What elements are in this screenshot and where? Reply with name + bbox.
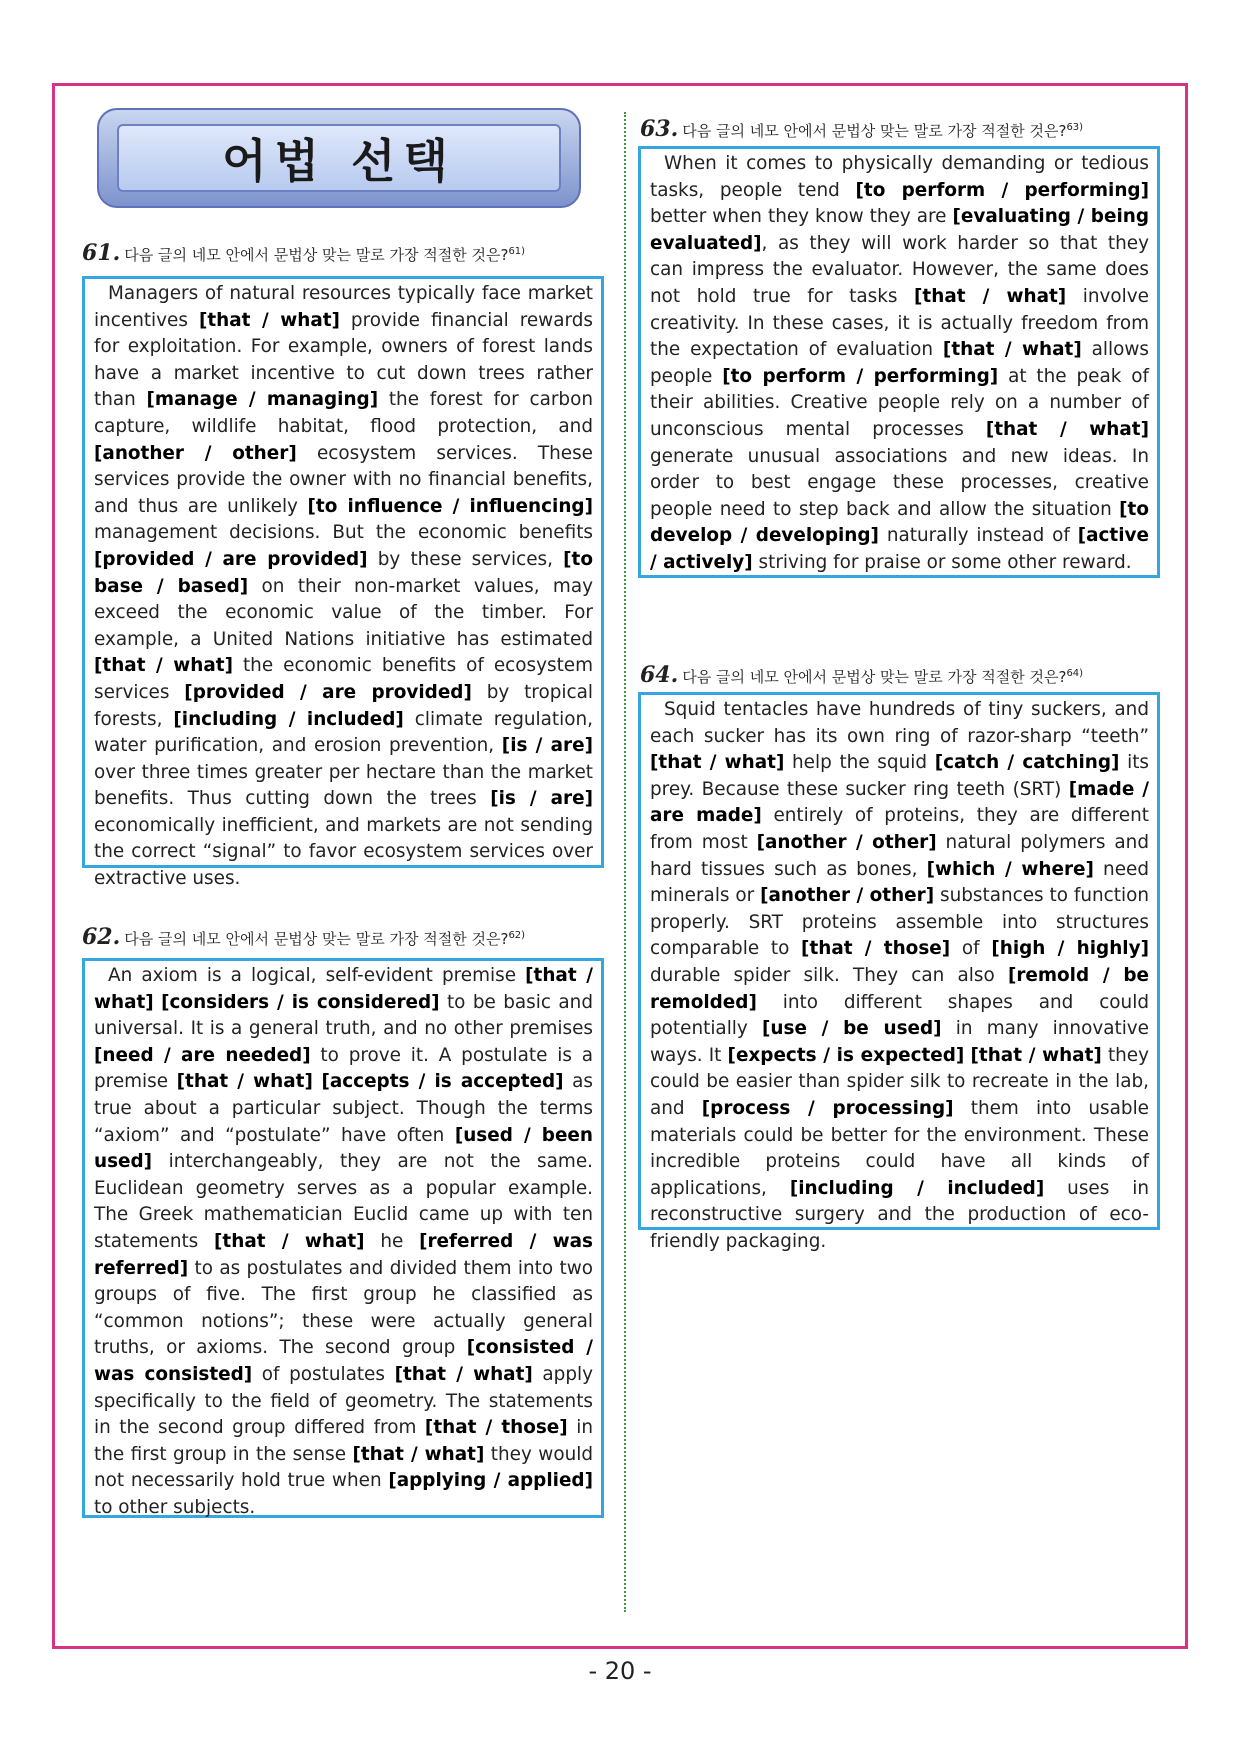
question-prompt: 다음 글의 네모 안에서 문법상 맞는 말로 가장 적절한 것은? [124,246,509,264]
passage-text: When it comes to physically demanding or tedious tasks, people tend [to perform / performing] better when they know they are [evaluating / being evaluated], as they will work harder so that they can impress the evaluator. However, the same does not hold true for tasks [that / what] involve creativity. In these cases, it is actually freedom from the expectation of evaluation [that / what] allows people [to perform / performing] at the peak of their abilities. Creative people rely on a number of unconscious mental processes [that / what] generate unusual associations and new ideas. In order to best engage these processes, creative people need to step back and allow the situation [to develop / developing] naturally instead of [active / actively] striving for praise or some other reward. [650,153,1150,573]
choice-bracket: [that / what] [176,1071,313,1093]
choice-bracket: [made / are made] [650,778,1149,827]
choice-bracket: [is / are] [501,735,593,757]
choice-bracket: [used / been used] [94,1124,593,1173]
choice-bracket: [consisted / was consisted] [94,1337,594,1385]
passage-box-64 [638,692,1160,1252]
section-banner-inner [117,124,561,192]
choice-bracket: [provided / are provided] [94,548,368,570]
choice-bracket: [that / what] [94,965,593,1013]
choice-bracket: [that / what] [970,1044,1102,1066]
passage-box-61 [82,276,604,890]
choice-bracket: [that / those] [801,938,951,960]
choice-bracket: [that / what] [198,309,340,331]
choice-bracket: [including / included] [789,1177,1045,1199]
choice-bracket: [applying / applied] [388,1470,593,1492]
choice-bracket: [to perform / performing] [855,179,1149,201]
question-prompt: 다음 글의 네모 안에서 문법상 맞는 말로 가장 적절한 것은? [682,668,1067,686]
question-number: 61. [82,240,121,266]
choice-bracket: [evaluating / being evaluated] [650,206,1150,254]
choice-bracket: [to base / based] [94,548,593,597]
choice-bracket: [is / are] [490,788,593,810]
question-number: 63. [640,116,679,142]
choice-bracket: [that / what] [650,752,785,774]
choice-bracket: [high / highly] [991,938,1150,960]
choice-bracket: [considers / is considered] [161,991,440,1013]
question-61-header [82,240,525,266]
passage-box-62 [82,958,604,1518]
column-divider [624,112,626,1612]
question-63-header [640,116,1083,142]
footnote-ref: 64) [1066,668,1084,679]
choice-bracket: [need / are needed] [94,1044,311,1066]
choice-bracket: [expects / is expected] [727,1044,965,1066]
passage-text: Managers of natural resources typically face market incentives [that / what] provide financial rewards for exploitation. For example, owners of forest lands have a market incentive to cut down trees rather than [manage / managing] the forest for carbon capture, wildlife habitat, flood protection, and [another / other] ecosystem services. These services provide the owner with no financial benefits, and thus are unlikely [to influence / influencing] management decisions. But the economic benefits [provided / are provided] by these services, [to base / based] on their non-market values, may exceed the economic value of the timber. For example, a United Nations initiative has estimated [that / what] the economic benefits of ecosystem services [provided / are provided] by tropical forests, [including / included] climate regulation, water purification, and erosion prevention, [is / are] over three times greater per hectare than the market benefits. Thus cutting down the trees [is / are] economically inefficient, and markets are not sending the correct “signal” to favor ecosystem services over extractive uses. [94,283,594,890]
choice-bracket: [to perform / performing] [722,365,999,387]
choice-bracket: [that / what] [914,285,1067,307]
question-64-header [640,662,1083,688]
choice-bracket: [use / be used] [762,1018,942,1040]
choice-bracket: [that / what] [94,655,233,677]
choice-bracket: [another / other] [756,831,937,853]
question-number: 64. [640,662,679,688]
page-number: - 20 - [588,1657,652,1685]
choice-bracket: [another / other] [94,442,297,464]
passage-text: An axiom is a logical, self-evident premise [that / what] [considers / is considered] to be basic and universal. It is a general truth, and no other premises [need / are needed] to prove it. A postulate is a premise [that / what] [accepts / is accepted] as true about a particular subject. Though the terms “axiom” and “postulate” have often [used / been used] interchangeably, they are not the same. Euclidean geometry serves as a popular example. The Greek mathematician Euclid came up with ten statements [that / what] he [referred / was referred] to as postulates and divided them into two groups of five. The first group he classified as “common notions”; these were actually general truths, or axioms. The second group [consisted / was consisted] of postulates [that / what] apply specifically to the field of geometry. The statements in the second group differed from [that / those] in the first group in the sense [that / what] they would not necessarily hold true when [applying / applied] to other subjects. [94,965,594,1518]
choice-bracket: [catch / catching] [934,752,1120,774]
choice-bracket: [that / what] [394,1363,533,1385]
passage-box-63 [638,146,1160,578]
choice-bracket: [active / actively] [650,525,1149,573]
question-prompt: 다음 글의 네모 안에서 문법상 맞는 말로 가장 적절한 것은? [124,930,509,948]
choice-bracket: [to influence / influencing] [307,495,593,517]
choice-bracket: [including / included] [173,708,404,730]
choice-bracket: [that / what] [352,1443,485,1465]
section-banner [97,108,581,208]
choice-bracket: [remold / be remolded] [650,964,1149,1013]
question-prompt: 다음 글의 네모 안에서 문법상 맞는 말로 가장 적절한 것은? [682,122,1067,140]
choice-bracket: [which / where] [926,858,1094,880]
question-number: 62. [82,924,121,950]
choice-bracket: [that / what] [214,1230,365,1252]
choice-bracket: [manage / managing] [146,389,379,411]
passage-text: Squid tentacles have hundreds of tiny suckers, and each sucker has its own ring of razor-sharp “teeth” [that / what] help the squid [catch / catching] its prey. Because these sucker ring teeth (SRT) [made / are made] entirely of proteins, they are different from most [another / other] natural polymers and hard tissues such as bones, [which / where] need minerals or [another / other] substances to function properly. SRT proteins assemble into structures comparable to [that / those] of [high / highly] durable spider silk. They can also [remold / be remolded] into different shapes and could potentially [use / be used] in many innovative ways. It [expects / is expected] [that / what] they could be easier than spider silk to recreate in the lab, and [process / processing] them into usable materials could be better for the environment. These incredible proteins could have all kinds of applications, [including / included] uses in reconstructive surgery and the production of eco-friendly packaging. [650,699,1150,1252]
choice-bracket: [another / other] [760,885,935,907]
footnote-ref: 62) [508,930,526,941]
choice-bracket: [process / processing] [701,1097,954,1119]
section-title: 어법 선택 [222,134,456,188]
choice-bracket: [referred / was referred] [94,1230,593,1279]
choice-bracket: [accepts / is accepted] [321,1071,564,1093]
choice-bracket: [that / those] [424,1417,568,1439]
question-62-header [82,924,525,950]
choice-bracket: [that / what] [985,418,1149,440]
choice-bracket: [to develop / developing] [650,498,1149,547]
choice-bracket: [that / what] [942,339,1082,361]
choice-bracket: [provided / are provided] [184,681,472,703]
footnote-ref: 63) [1066,122,1084,133]
footnote-ref: 61) [508,246,526,257]
